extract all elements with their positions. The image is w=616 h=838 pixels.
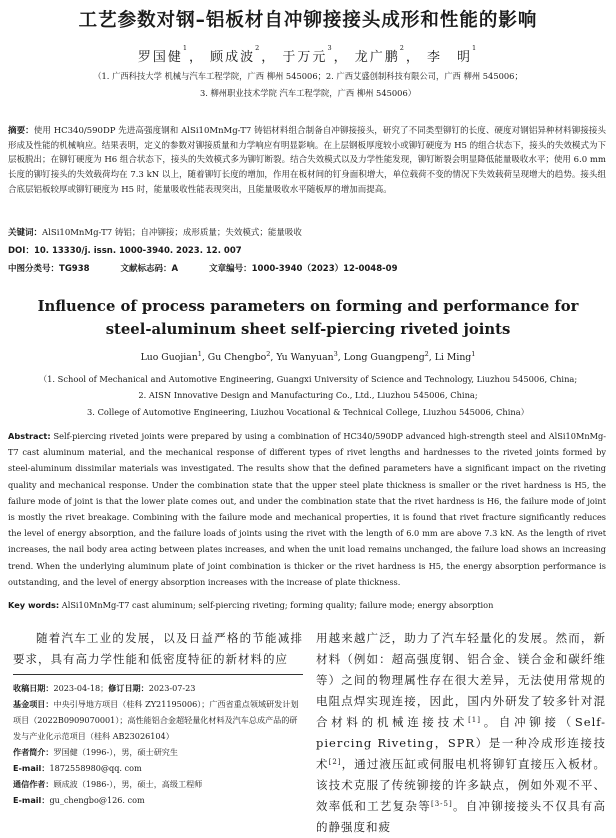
received-date: 2023-04-18	[53, 683, 101, 693]
author-affil-mark: 3	[327, 44, 334, 52]
doi-line	[8, 244, 242, 256]
doc-code-value: A	[171, 264, 179, 274]
chinese-abstract	[8, 124, 606, 198]
fund-line	[13, 696, 303, 744]
chinese-title: 工艺参数对钢–铝板材自冲铆接接头成形和性能的影响	[78, 10, 538, 31]
chinese-abstract-label: 摘要：	[8, 126, 34, 136]
author-name: 顾成波	[210, 50, 256, 65]
fund-label: 基金项目：	[13, 699, 54, 709]
author-name: Yu Wanyuan	[276, 352, 334, 363]
citation-ref[interactable]: [2]	[328, 758, 342, 766]
chinese-keywords	[8, 226, 606, 238]
body-text: 。自冲铆接接头不仅具有高的静强度和疲	[316, 799, 607, 834]
chinese-abstract-text: 使用 HC340/590DP 先进高强度钢和 AlSi10MnMg-T7 铸铝材料组合制备自冲铆接接头，研究了不同类型铆钉的长度、硬度对钢铝异种材料铆接接头形成及性能的机械响应。结果表明，定义的参数对铆接质量和力学响应有明显影响。在上层钢板厚度较小或铆钉硬度为 H5 的组合状态下，接头的失效模式为下层板脱出；在铆钉硬度为 H6 组合状态下，接头的失效模式多为铆钉断裂。结合失效模式以及力学性能发现，铆钉断裂会明显降低能量吸收水平；使用 6.0 mm 长度的铆钉接头的失效载荷均在 7.3 kN 以上，随着铆钉长度的增加，作用在板材间的钉身面积增大，单位载荷不变的情况下失效载荷呈现增大的趋势。接头组合底层铝板较厚或铆钉硬度为 H5 时，能量吸收性能表现突出，且能量吸收水平随板厚的增加而提高。	[8, 126, 606, 195]
author-name: 李 明	[427, 50, 473, 65]
body-text: 。自冲铆接（Self-piercing Riveting，SPR）是一种冷成形连接技术	[316, 715, 607, 771]
email-label: E-mail：	[13, 795, 50, 805]
chinese-affiliation-line-1: （1. 广西科技大学 机械与汽车工程学院，广西 柳州 545006；2. 广西艾盛创制科技有限公司，广西 柳州 545006；	[93, 71, 523, 81]
bio-text: 罗国健（1996-），男，硕士研究生	[53, 747, 178, 757]
english-title-line-1: Influence of process parameters on forming and performance for	[37, 298, 579, 315]
body-right-column	[316, 628, 606, 838]
clc-value: TG938	[59, 264, 90, 274]
chinese-affiliation-line-2: 3. 柳州职业技术学院 汽车工程学院，广西 柳州 545006）	[199, 88, 417, 98]
corresponding-label: 通信作者：	[13, 779, 54, 789]
author-affil-mark: 2	[255, 44, 262, 52]
english-title-line-2: steel-aluminum sheet self-piercing riveted joints	[105, 321, 511, 338]
author-affil-mark: 2	[424, 350, 429, 358]
author-affil-mark: 1	[471, 350, 476, 358]
chinese-authors: 罗国健$^1$， 顾成波$^2$， 于万元$^3$， 龙广鹏$^2$， 李 明$^1$	[137, 44, 479, 65]
author-name: Long Guangpeng	[343, 352, 425, 363]
english-authors: Luo Guojian$^1$, Gu Chengbo$^2$, Yu Wanyuan$^3$, Long Guangpeng$^2$, Li Ming$^1$	[140, 350, 476, 363]
author-name: 罗国健	[137, 50, 183, 65]
body-text: ，通过液压缸或伺服电机将铆钉直接压入板材。该技术克服了传统铆接的许多缺点，例如外观不平、效率低和工艺复杂等	[316, 757, 607, 813]
received-label: 收稿日期：	[13, 683, 54, 693]
author-affil-mark: 1	[197, 350, 202, 358]
footnote-block	[13, 680, 303, 808]
english-abstract	[8, 428, 606, 590]
article-no-value: 1000-3940（2023）12-0048-09	[251, 264, 398, 274]
english-affiliation-2: 2. AISN Innovative Design and Manufacturing Co., Ltd., Liuzhou 545006, China;	[138, 390, 478, 400]
english-keywords-text: AlSi10MnMg-T7 cast aluminum; self-piercing riveting; forming quality; failure mode; energy absorption	[61, 600, 494, 610]
author-affil-mark: 1	[182, 44, 189, 52]
author-affil-mark: 2	[399, 44, 406, 52]
english-affiliation-3: 3. College of Automotive Engineering, Liuzhou Vocational & Technical College, Liuzhou 545006, China）	[87, 407, 529, 417]
chinese-keywords-label: 关键词：	[8, 228, 43, 238]
citation-ref[interactable]: [1]	[468, 716, 481, 724]
email-address[interactable]: gu_chengbo@126. com	[49, 795, 145, 805]
doi-value[interactable]: 10. 13330/j. issn. 1000-3940. 2023. 12. 007	[33, 246, 242, 256]
author-affil-mark: 2	[266, 350, 271, 358]
email-line-2	[13, 792, 303, 808]
classification-row	[8, 262, 397, 274]
revised-label: 修订日期：	[108, 683, 149, 693]
clc-label: 中图分类号：	[8, 264, 60, 274]
author-name: 于万元	[282, 50, 328, 65]
body-left-column: 随着汽车工业的发展，以及日益严格的节能减排要求，具有高力学性能和低密度特征的新材料的应	[13, 631, 303, 666]
english-keywords-label: Key words:	[8, 600, 60, 610]
body-text: 用越来越广泛，助力了汽车轻量化的发展。然而，新材料（例如：超高强度钢、铝合金、镁合金和碳纤维等）之间的物理属性存在很大差异，无法使用常规的电阻点焊实现连接，因此，国内外研发了较多针对混合材料的机械连接技术	[316, 631, 606, 729]
bio-label: 作者简介：	[13, 747, 54, 757]
author-name: 龙广鹏	[354, 50, 400, 65]
author-name: Gu Chengbo	[207, 352, 267, 363]
revised-date: 2023-07-23	[148, 683, 196, 693]
english-keywords	[8, 600, 606, 610]
footnote-divider	[13, 674, 303, 675]
english-abstract-label: Abstract:	[8, 431, 51, 441]
email-address[interactable]: 1872558980@qq. com	[49, 763, 142, 773]
corresponding-author-line	[13, 776, 303, 792]
english-abstract-text: Self-piercing riveted joints were prepared by using a combination of HC340/590DP advanced high-strength steel and AlSi10MnMg-T7 cast aluminum material, and the mechanical response of different types of rivet lengths and hardnesses to the riveted joints formed by steel-aluminum dissimilar materials was investigated. The results show that the defined parameters have a significant impact on the riveting quality and mechanical response. Under the combination state that the upper steel plate thickness is smaller or the rivet hardness is H5, the failure mode of joint is that the lower plate comes out, and under the combination state that the rivet hardness is H6, the failure mode of joint is mostly the rivet breakage. Combining with the failure mode and mechanical properties, it is found that rivet fracture significantly reduces the level of energy absorption, and the failure loads of joints using the rivet with the length of 6.0 mm are above 7.3 kN. As the length of rivet increases, the nail body area acting between plates increases, and when the unit load remains unchanged, the failure load shows an increasing trend. When the underlying aluminum plate of joint combination is thicker or the rivet hardness is H5, the energy absorption performance is outstanding, and the level of energy absorption increases with the increase of plate thickness.	[8, 431, 606, 587]
chinese-keywords-text: AlSi10MnMg-T7 铸铝；自冲铆接；成形质量；失效模式；能量吸收	[42, 228, 302, 238]
email-label: E-mail：	[13, 763, 50, 773]
bio-line	[13, 744, 303, 760]
author-name: Luo Guojian	[140, 352, 198, 363]
received-revised-line: 收稿日期：2023-04-18；修订日期：2023-07-23	[13, 683, 196, 693]
email-line-1	[13, 760, 303, 776]
english-affiliation-1: （1. School of Mechanical and Automotive Engineering, Guangxi University of Science and Technology, Liuzhou 545006, China;	[38, 374, 578, 384]
doc-code-label: 文献标志码：	[120, 264, 172, 274]
author-affil-mark: 3	[333, 350, 338, 358]
corresponding-text: 顾成波（1986-），男，硕士，高级工程师	[53, 779, 203, 789]
author-affil-mark: 1	[472, 44, 479, 52]
fund-text: 中央引导地方项目（桂科 ZY21195006）；广西省重点领域研发计划项目（2022B0909070001）；高性能铝合金超轻量化材料及汽车总成产品的研发与产业化示范项目（桂科 AB23026104）	[13, 699, 299, 741]
article-no-label: 文章编号：	[209, 264, 252, 274]
citation-ref[interactable]: [3-5]	[430, 800, 453, 808]
doi-label: DOI：	[8, 246, 34, 256]
author-name: Li Ming	[434, 352, 472, 363]
